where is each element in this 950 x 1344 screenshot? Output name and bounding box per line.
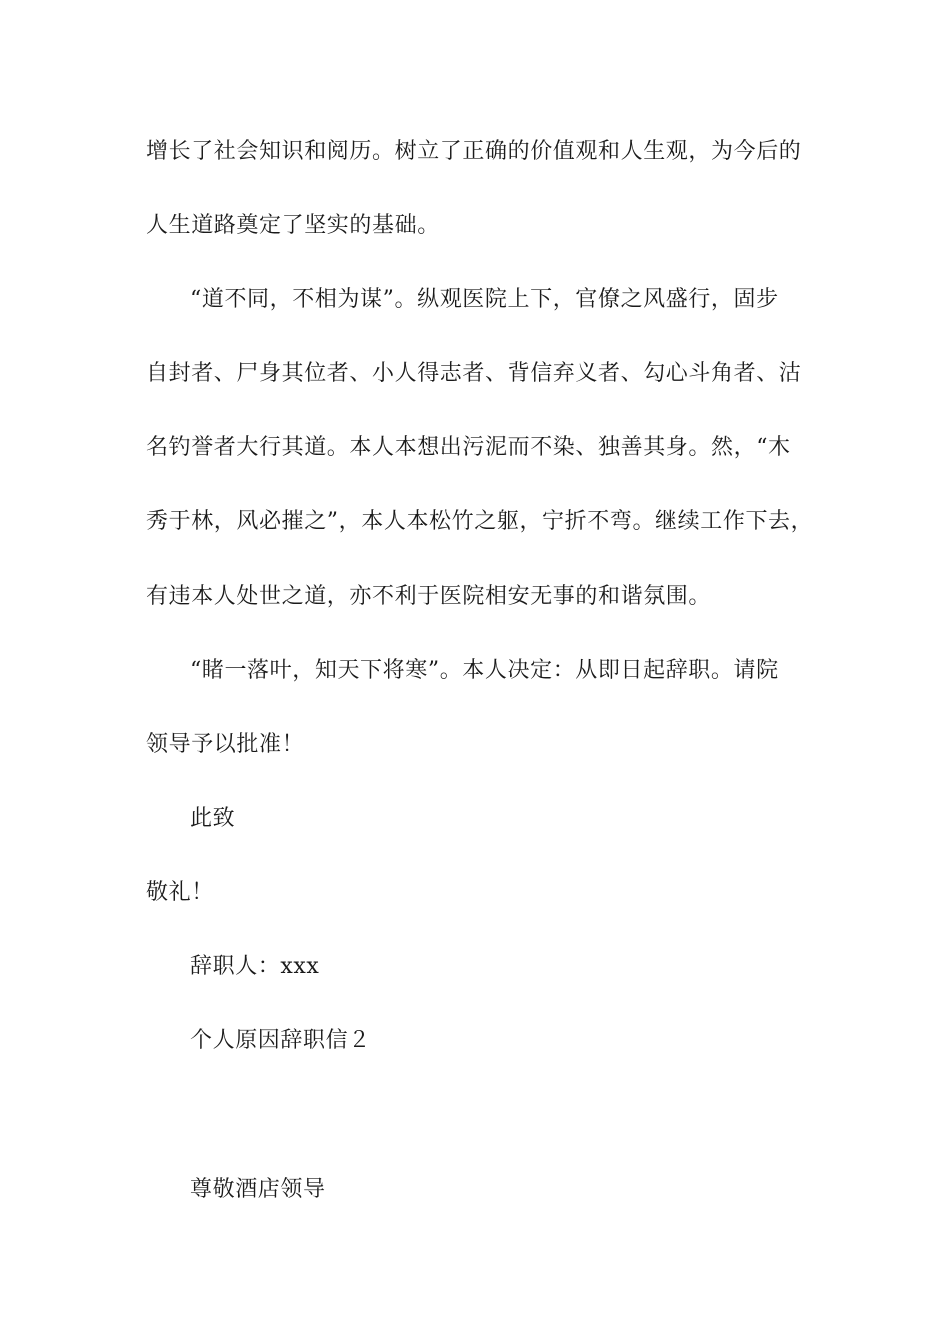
paragraph-line-8: “睹一落叶，知天下将寒”。本人决定：从即日起辞职。请院 (190, 658, 779, 683)
paragraph-line-9: 领导予以批准！ (146, 732, 305, 757)
paragraph-line-1: 增长了社会知识和阅历。树立了正确的价值观和人生观，为今后的 (146, 139, 802, 164)
paragraph-line-2: 人生道路奠定了坚实的基础。 (146, 213, 440, 238)
section-title: 个人原因辞职信２ (190, 1028, 371, 1053)
paragraph-line-6: 秀于林，风必摧之”，本人本松竹之躯，宁折不弯。继续工作下去， (146, 509, 814, 534)
paragraph-line-3: “道不同，不相为谋”。纵观医院上下，官僚之风盛行，固步 (190, 287, 779, 312)
closing-regards: 敬礼！ (146, 880, 214, 905)
letter-greeting: 尊敬酒店领导 (190, 1177, 326, 1202)
paragraph-line-5: 名钓誉者大行其道。本人本想出污泥而不染、独善其身。然，“木 (146, 435, 791, 460)
paragraph-line-7: 有违本人处世之道，亦不利于医院相安无事的和谐氛围。 (146, 584, 712, 609)
closing-salutation: 此致 (190, 806, 236, 831)
paragraph-line-4: 自封者、尸身其位者、小人得志者、背信弃义者、勾心斗角者、沽 (146, 361, 802, 386)
signature-line: 辞职人：xxx (190, 954, 320, 979)
